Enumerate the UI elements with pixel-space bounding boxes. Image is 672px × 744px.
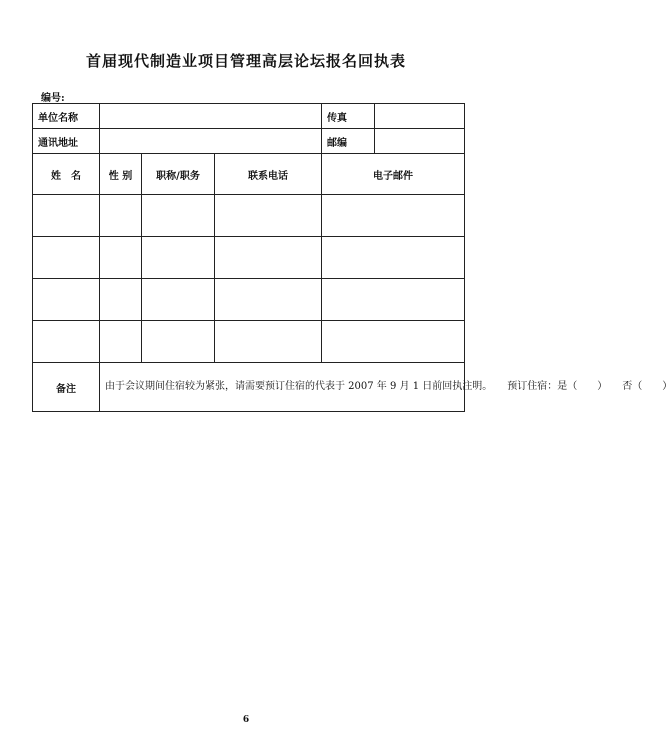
participant-phone-cell[interactable]	[215, 195, 322, 237]
participant-name-cell[interactable]	[33, 321, 100, 363]
participant-gender-cell[interactable]	[100, 237, 142, 279]
participant-title-cell[interactable]	[142, 279, 215, 321]
table-row	[33, 237, 465, 279]
postcode-label: 邮编	[322, 129, 375, 154]
participant-email-cell[interactable]	[322, 195, 465, 237]
participant-name-cell[interactable]	[33, 237, 100, 279]
participant-gender-cell[interactable]	[100, 279, 142, 321]
table-row	[33, 321, 465, 363]
participant-title-cell[interactable]	[142, 237, 215, 279]
column-header-name: 姓 名	[33, 154, 100, 195]
participant-phone-cell[interactable]	[215, 237, 322, 279]
participant-name-cell[interactable]	[33, 195, 100, 237]
unit-name-label: 单位名称	[33, 104, 100, 129]
participant-title-cell[interactable]	[142, 321, 215, 363]
participant-email-cell[interactable]	[322, 279, 465, 321]
address-row	[33, 129, 465, 154]
participant-name-cell[interactable]	[33, 279, 100, 321]
participant-gender-cell[interactable]	[100, 321, 142, 363]
participant-email-cell[interactable]	[322, 321, 465, 363]
page-number: 6	[242, 715, 250, 725]
postcode-field[interactable]	[375, 129, 465, 154]
fax-field[interactable]	[375, 104, 465, 129]
serial-number-label: 编号:	[41, 93, 65, 104]
column-header-email: 电子邮件	[322, 154, 465, 195]
remarks-text: 由于会议期间住宿较为紧张，请需要预订住宿的代表于 2007 年 9 月 1 日前回执注明。 预订住宿：是（ ） 否（ ）	[100, 363, 465, 412]
unit-name-row	[33, 104, 465, 129]
column-header-phone: 联系电话	[215, 154, 322, 195]
participant-gender-cell[interactable]	[100, 195, 142, 237]
address-field[interactable]	[100, 129, 322, 154]
participant-header-row	[33, 154, 465, 195]
registration-form-table	[32, 103, 672, 412]
unit-name-field[interactable]	[100, 104, 322, 129]
remarks-label: 备注	[33, 363, 100, 412]
address-label: 通讯地址	[33, 129, 100, 154]
participant-phone-cell[interactable]	[215, 321, 322, 363]
fax-label: 传真	[322, 104, 375, 129]
form-title: 首届现代制造业项目管理高层论坛报名回执表	[85, 52, 406, 70]
table-row	[33, 195, 465, 237]
participant-email-cell[interactable]	[322, 237, 465, 279]
participant-title-cell[interactable]	[142, 195, 215, 237]
table-row	[33, 279, 465, 321]
participant-phone-cell[interactable]	[215, 279, 322, 321]
column-header-gender: 性 别	[100, 154, 142, 195]
remarks-row	[33, 363, 465, 412]
column-header-title-position: 职称/职务	[142, 154, 215, 195]
